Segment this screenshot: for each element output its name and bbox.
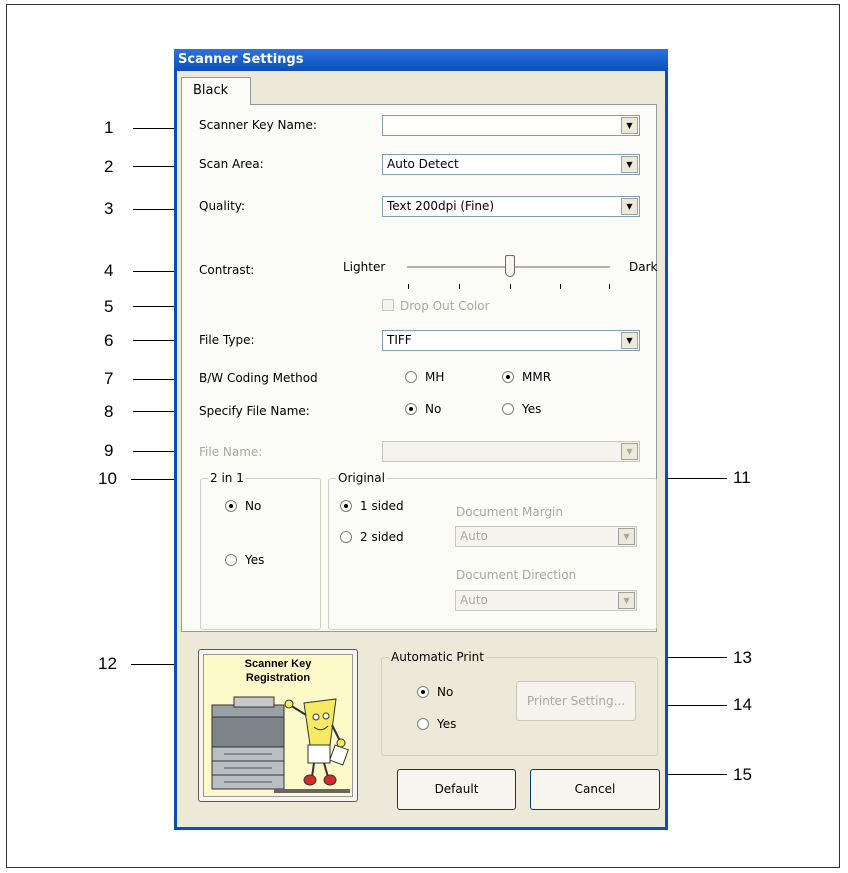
original-title: Original (338, 471, 385, 485)
dialog-title: Scanner Settings (174, 49, 668, 71)
specify-file-name-label: Specify File Name: (199, 404, 310, 418)
two-in-one-no-label: No (245, 499, 262, 513)
scanner-key-name-dropdown[interactable] (382, 115, 640, 136)
chevron-down-icon[interactable]: ▼ (621, 332, 638, 349)
bw-coding-mmr-label: MMR (522, 370, 552, 384)
original-2-sided-label: 2 sided (360, 530, 404, 544)
specify-file-name-no-label: No (425, 402, 442, 416)
original-1-sided-radio[interactable] (340, 500, 352, 512)
cancel-button[interactable]: Cancel (530, 769, 660, 810)
file-type-value: TIFF (387, 333, 412, 347)
contrast-tick (408, 284, 409, 289)
callout-8: 8 (104, 402, 114, 421)
document-direction-dropdown[interactable] (455, 590, 637, 611)
callout-7: 7 (104, 369, 114, 388)
scanner-key-name-label: Scanner Key Name: (199, 118, 317, 132)
callout-3: 3 (104, 199, 114, 218)
original-1-sided-label: 1 sided (360, 499, 404, 513)
registration-label-line-2: Registration (245, 672, 311, 684)
quality-dropdown[interactable] (382, 196, 640, 217)
contrast-label: Contrast: (199, 263, 255, 277)
drop-out-color-label: Drop Out Color (400, 299, 490, 313)
quality-label: Quality: (199, 199, 246, 213)
automatic-print-title: Automatic Print (391, 650, 484, 664)
contrast-slider-thumb[interactable] (505, 255, 515, 277)
contrast-tick (510, 284, 511, 289)
two-in-one-no-radio[interactable] (225, 500, 237, 512)
file-name-dropdown[interactable] (382, 441, 640, 462)
chevron-down-icon[interactable]: ▼ (621, 117, 638, 134)
automatic-print-no-label: No (437, 685, 454, 699)
scan-area-value: Auto Detect (387, 157, 459, 171)
tab-black[interactable]: Black (181, 77, 251, 105)
two-in-one-yes-label: Yes (245, 553, 265, 567)
drop-out-color-checkbox[interactable] (382, 299, 394, 311)
contrast-lighter-label: Lighter (343, 260, 386, 274)
chevron-down-icon[interactable]: ▼ (618, 592, 635, 609)
callout-15: 15 (733, 765, 752, 784)
file-type-dropdown[interactable] (382, 330, 640, 351)
contrast-tick (459, 284, 460, 289)
chevron-down-icon[interactable]: ▼ (621, 156, 638, 173)
callout-13: 13 (733, 648, 752, 667)
chevron-down-icon[interactable]: ▼ (618, 528, 635, 545)
callout-2: 2 (104, 157, 114, 176)
scanner-key-registration-button[interactable] (198, 649, 358, 802)
original-2-sided-radio[interactable] (340, 531, 352, 543)
document-direction-value: Auto (460, 593, 488, 607)
two-in-one-yes-radio[interactable] (225, 554, 237, 566)
bw-coding-mh-label: MH (425, 370, 445, 384)
specify-file-name-yes-radio[interactable] (502, 403, 514, 415)
callout-11: 11 (733, 468, 751, 487)
registration-image (203, 654, 353, 797)
callout-9: 9 (104, 441, 114, 460)
document-direction-label: Document Direction (456, 568, 577, 582)
contrast-tick (609, 284, 610, 289)
document-margin-dropdown[interactable] (455, 526, 637, 547)
file-name-label: File Name: (199, 445, 263, 459)
specify-file-name-no-radio[interactable] (405, 403, 417, 415)
copier-mascot-icon (204, 685, 352, 797)
callout-4: 4 (104, 261, 114, 280)
callout-1: 1 (104, 118, 114, 137)
scan-area-dropdown[interactable] (382, 154, 640, 175)
file-type-label: File Type: (199, 333, 255, 347)
bw-coding-mmr-radio[interactable] (502, 371, 514, 383)
callout-12: 12 (98, 654, 117, 673)
bw-coding-mh-radio[interactable] (405, 371, 417, 383)
printer-setting-button[interactable]: Printer Setting... (516, 681, 636, 721)
document-margin-label: Document Margin (456, 505, 563, 519)
default-button[interactable]: Default (397, 769, 516, 810)
callout-10: 10 (98, 469, 117, 488)
specify-file-name-yes-label: Yes (522, 402, 542, 416)
scanner-settings-dialog (174, 49, 668, 830)
two-in-one-title: 2 in 1 (210, 471, 244, 485)
callout-6: 6 (104, 331, 114, 350)
dialog-client-area (177, 71, 665, 827)
contrast-tick (560, 284, 561, 289)
document-margin-value: Auto (460, 529, 488, 543)
callout-14: 14 (733, 695, 752, 714)
registration-label-line-1: Scanner Key (244, 658, 312, 670)
chevron-down-icon[interactable]: ▼ (621, 198, 638, 215)
automatic-print-yes-radio[interactable] (417, 718, 429, 730)
chevron-down-icon[interactable]: ▼ (621, 443, 638, 460)
contrast-dark-label: Dark (629, 260, 658, 274)
callout-5: 5 (104, 297, 114, 316)
bw-coding-method-label: B/W Coding Method (199, 371, 318, 385)
scan-area-label: Scan Area: (199, 157, 264, 171)
automatic-print-yes-label: Yes (437, 717, 457, 731)
automatic-print-no-radio[interactable] (417, 686, 429, 698)
quality-value: Text 200dpi (Fine) (387, 199, 495, 213)
